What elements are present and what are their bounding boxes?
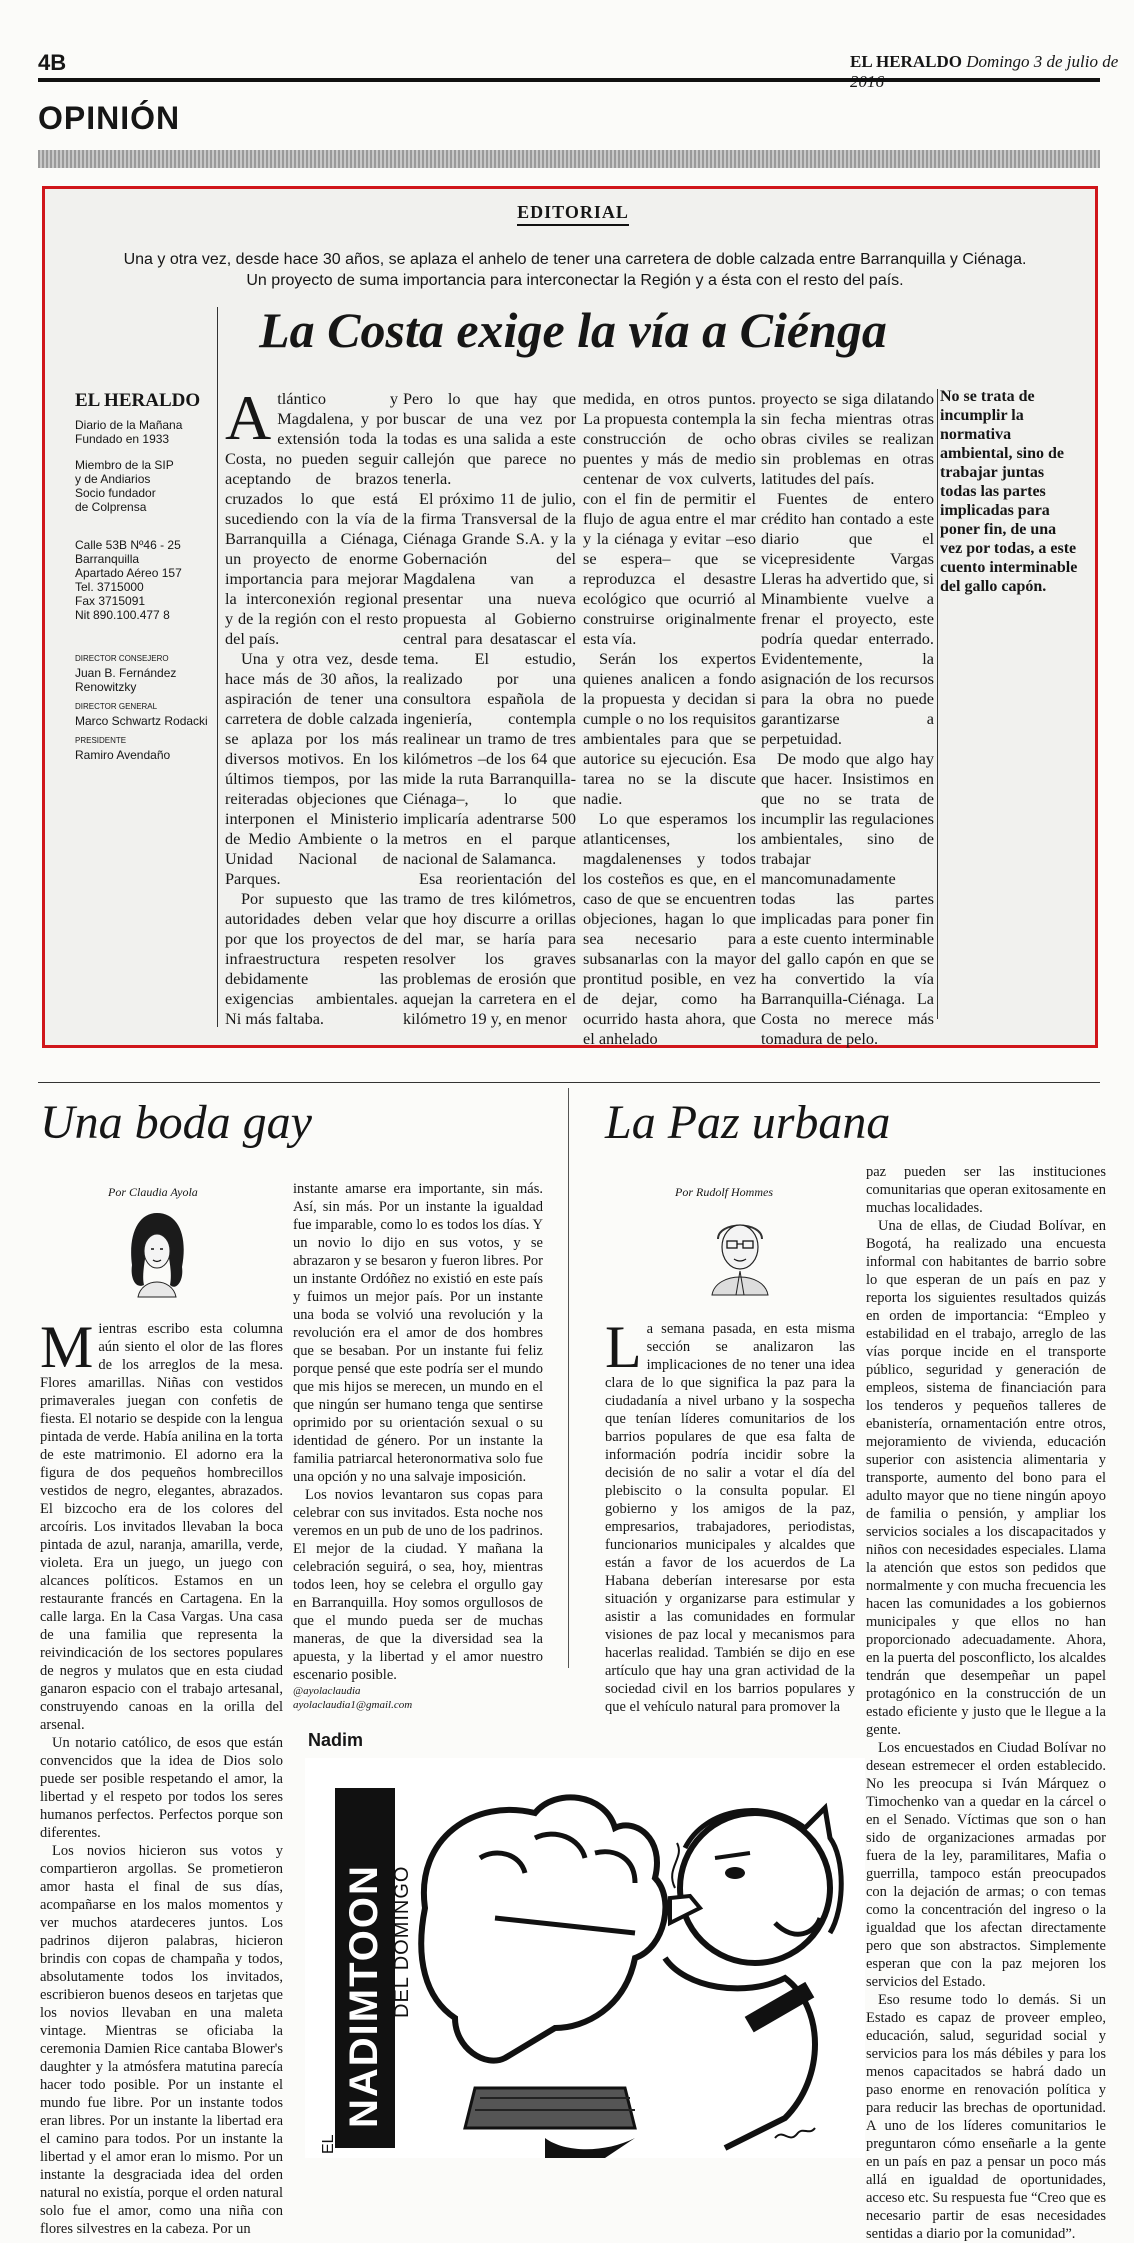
paragraph: Los novios hicieron sus votos y compartieron argollas. Se prometieron amor hasta el final de sus días, acompañarse en los malos momentos y ver muchos atardeceres juntos. Los padrinos dijeron palabras, hicieron brindis con copas de champaña y todos, absolutamente todos los invitados, escribieron buenos deseos en tarjetas que los novios llevaban en una maleta vintage. Mientras se oficiaba la ceremonia Damien Rice cantaba Blower's daughter y la atmósfera matutina parecía hacer todo posible. Por un instante el mundo fue libre. Por un instante todos eran libres. Por un instante la libertad era el camino para todos. Por un instante la libertad y el amor eran lo mismo. Por un instante la desgraciada idea del orden natural no existía, porque el orden natural solo fue el amor, como una niña con flores silvestres en la cabeza. Por un [40,1843,283,2237]
paragraph: Un notario católico, de esos que están convencidos que la idea de Dios solo puede ser posible respetando el amor, la libertad y el respeto por todos los seres humanos perfectos. Perfectos porque son diferentes. [40,1735,283,1841]
paragraph: paz pueden ser las instituciones comunitarias que operan exitosamente en muchas localidades. [866,1164,1106,1216]
masthead-brand: EL HERALDO [75,390,201,411]
cartoon-label: Nadim [308,1730,364,1750]
dropcap: L [605,1314,642,1380]
paragraph: ientras escribo esta columna aún siento el olor de las flores de los arreglos de la mesa. Flores amarillas. Niñas con vestidos primaverales juegan con confetis de fiesta. El notario se despide con la lengua pintada de verde. Había anilina en la torta de este matrimonio. El adorno era la figura de dos pequeños hombrecillos vestidos de negro, elegantes, abrazados. El bizcocho era de los colores del arcoíris. Los invitados llevaban la boca pintada de azul, naranja, amarilla, verde, violeta. Era un juego, un juego con alcances políticos. Estamos en un restaurante francés en Cartagena. En la calle larga. En la Casa Vargas. Una casa de una familia que representa la reivindicación de los sectores populares de negros y mulatos que en esta ciudad ganaron espacio con el trabajo artesanal, construyendo canoas en la orilla del arsenal. [40,1321,283,1733]
masthead-name: Ramiro Avendaño [75,748,171,762]
paragraph: Una de ellas, de Ciudad Bolívar, en Bogotá, ha realizado una encuesta informal con habitantes de barrio sobre lo que esperan de un país en paz y reporta los siguientes resultados quizás en orden de importancia: “Empleo y estabilidad en el trabajo, arreglo de las vías porque incide en el transporte público, seguridad y generación de empleos, sistema de financiación para los tenderos y pequeños talleres de ebanistería, ornamentación entre otros, mejoramiento de vivienda, educación superior con asistencia alimentaria y transporte, aumento del bono para el adulto mayor que no tiene ningún apoyo de familia o pensión, y ampliar los servicios sociales a los discapacitados y niños con necesidades especiales. Llama la atención que estos son pedidos que normalmente y con mucha frecuencia les hacen las comunidades a los gobiernos municipales y que ellos no han proporcionado adecuadamente. Ahora, en la puerta del posconflicto, los alcaldes tendrán que desempeñar un papel protagónico en la construcción de un estado eficiente y justo que le llegue a la gente. [866,1218,1106,1738]
paragraph: Por supuesto que las autoridades deben velar por que los proyectos de infraestructura respeten debidamente las exigencias ambientales. Ni más faltaba. [225,889,398,1028]
paper-name: EL HERALDO [850,52,962,71]
editorial-label: EDITORIAL [45,202,1101,223]
header-rule [38,78,1100,82]
paragraph: Lo que esperamos los atlanticenses, los magdalenenses y todos los costeños es que, en el caso de que se encuentren objeciones, hagan lo que sea necesario para subsanarlas con la mayor prontitud posible, en vez de dejar, como ha ocurrido hasta ahora, que el anhelado [583,809,756,1048]
editorial-column-1 [225,382,398,1029]
paragraph: Serán los expertos quienes analicen a fondo la propuesta y decidan si cumple o no los requisitos ambientales para que se autorice su ejecución. Esa tarea no se la discute nadie. [583,649,756,808]
paragraph: Esa reorientación del tramo de tres kilómetros, que hoy discurre a orillas del mar, se haría para resolver los graves problemas de erosión que aquejan la carretera en el kilómetro 19 y, en menor [403,869,576,1028]
editorial-column-3 [583,389,756,1049]
author-twitter: @ayolaclaudia [293,1685,361,1697]
cartoon-illustration [305,1758,865,2158]
masthead-role: DIRECTOR CONSEJERO [75,654,169,663]
editorial-column-4 [761,389,934,1049]
paragraph: proyecto se siga dilatando sin fecha mientras otras obras civiles se realizan sin problemas en otras latitudes del país. [761,389,934,488]
byline: Por Rudolf Hommes [675,1185,773,1199]
masthead-role: DIRECTOR GENERAL [75,702,158,711]
paragraph: medida, en otros puntos. La propuesta contempla la construcción de ocho puentes y más de medio centenar de vox culverts, con el fin de permitir el flujo de agua entre el mar y la ciénaga y evitar –eso se espera– que se reproduzca el desastre ecológico que ocurrió al construirse originalmente esta vía. [583,389,756,648]
masthead-memberships: Miembro de la SIP y de Andiarios Socio fundador de Colprensa [75,458,174,514]
masthead-name: Marco Schwartz Rodacki [75,714,208,728]
cartoon-brand-prefix: EL [320,2134,337,2154]
article-column [293,1180,543,1712]
masthead-name: Juan B. Fernández Renowitzky [75,666,177,694]
paragraph: Una y otra vez, desde hace más de 30 años, la aspiración de tener una carretera de doble calzada se aplaza por los más diversos motivos. En los últimos tiempos, por las reiteradas objeciones que interponen el Ministerio de Medio Ambiente o la Unidad Nacional de Parques. [225,649,398,888]
author-portrait [118,1205,196,1297]
article-column [40,1314,283,2238]
paragraph: El próximo 11 de julio, la firma Transversal de la Ciénaga Grande S.A. y la Gobernación del Magdalena van a presentar una nueva propuesta al Gobierno central para desatascar el tema. El estudio, realizado por una consultora española de ingeniería, contempla realinear un tramo de tres kilómetros –de los 64 que mide la ruta Barranquilla-Ciénaga–, lo que implicaría adentrarse 500 metros en el parque nacional de Salamanca. [403,489,576,868]
paragraph: De modo que algo hay que hacer. Insistimos en que no se trata de incumplir las regulaciones ambientales, sino de trabajar mancomunadamente todas las partes implicadas para poner fin a este cuento interminable del gallo capón en que se ha convertido la vía Barranquilla-Ciénaga. La Costa no merece más tomadura de pelo. [761,749,934,1048]
dropcap: M [40,1314,94,1380]
paragraph: Pero lo que hay que buscar de una vez por todas es una salida a este callejón que parece no tenerla. [403,389,576,488]
author-email: ayolaclaudia1@gmail.com [293,1699,413,1711]
section-band [38,150,1100,168]
section-title: OPINIÓN [38,100,181,136]
editorial-box [42,186,1098,1048]
article-title: La Paz urbana [605,1096,891,1149]
issue-date: Domingo 3 de julio de [966,52,1119,71]
paragraph: Los novios levantaron sus copas para celebrar con sus invitados. Esta noche nos veremos en un pub de uno de los padrinos. El mejor de la ciudad. Y mañana la celebración seguirá, o sea, hoy, mientras todos leen, hoy se celebra el orgullo gay en Barranquilla. Hoy somos orgullosos de que el mundo pueda ser de muchas maneras, de que la diversidad sea la apuesta, y la libertad y el amor nuestro escenario posible. [293,1487,543,1683]
masthead-role: PRESIDENTE [75,736,127,745]
section-divider [38,1082,1100,1083]
article-column [605,1314,855,1716]
pull-quote: No se trata de incumplir la normativa ambiental, sino de trabajar juntas todas las partes implicadas para poner fin, de una vez por todas, a este cuento interminable del gallo capón. [940,388,1078,595]
page-number: 4B [38,50,67,75]
paragraph: tlántico y Magdalena, y por extensión toda la Costa, no pueden seguir aceptando de brazos cruzados lo que está sucediendo con la vía de Barranquilla a Ciénaga, un proyecto de enorme importancia para mejorar la interconexión regional y de la región con el resto del país. [225,389,398,648]
masthead-address: Calle 53B Nº46 - 25 Barranquilla Apartado Aéreo 157 Tel. 3715000 Fax 3715091 Nit 890.100.477 8 [75,538,182,622]
paragraph: a semana pasada, en esta misma sección se analizaron las implicaciones de no tener una idea clara de lo que significa la paz para la ciudadanía a nivel urbano y la sospecha que tenían líderes comunitarios de los barrios populares de que esa falta de información podría incidir sobre la decisión de no salir a votar el día del plebiscito o la consulta popular. El gobierno y los amigos de la paz, empresarios, trabajadores, periodistas, funcionarios municipales y alcaldes que están a favor de los acuerdos de La Habana deberían interesarse por esta situación y organizarse para estimular y asistir a las comunidades en formular visiones de paz local y mecanismos para hacerlas realidad. También se dijo en ese artículo que hay una gran actividad de la sociedad civil en los barrios populares y que el vehículo natural para promover la [605,1321,855,1715]
cartoon-brand-sub: DEL DOMINGO [391,1865,413,2018]
editorial-title: La Costa exige la vía a Ciénga [259,302,887,358]
paper-dateline [850,52,1134,92]
column-divider [937,389,938,1019]
cartoon-brand: NADIMTOON [342,1864,386,2128]
column-divider [568,1088,569,1668]
paragraph: Eso resume todo lo demás. Si un Estado es capaz de proveer empleo, educación, salud, seguridad social y servicios para los más débiles y para los menos capacitados se habrá dado un paso enorme en renovación política y para reducir las brechas de oportunidad. A uno de los líderes comunitarios le preguntaron cómo enseñarle a la gente en un país en paz a pensar un poco más allá en igualdad de oportunidades, acceso etc. Su respuesta fue “Creo que es necesario partir de esas necesidades sentidas a diario por la comunidad”. [866,1992,1106,2242]
author-portrait [698,1205,782,1295]
dropcap: A [225,382,272,453]
masthead-founded: Diario de la Mañana Fundado en 1933 [75,418,183,446]
paragraph: instante amarse era importante, sin más. Así, sin más. Por un instante la igualdad fue imparable, como lo es todos los días. Y un novio lo dijo en sus votos, y se abrazaron y se besaron y fueron libres. Por un instante Ordóñez no existió en este país y fuimos un mejor país. Por un instante una boda se volvió una revolución y la revolución era el amor de dos hombres que se besaban. Por un instante fui feliz porque pensé que este podría ser el mundo que mis hijos se merecen, un mundo en el que ningún ser humano tenga que sentirse oprimido por su orientación sexual o su identidad de género. Por un instante la familia patriarcal heteronormativa solo fue una opción y no una salvaje imposición. [293,1181,543,1485]
article-title: Una boda gay [40,1096,312,1149]
article-column [866,1163,1106,2243]
editorial-deck: Una y otra vez, desde hace 30 años, se aplaza el anhelo de tener una carretera de doble calzada entre Barranquilla y Ciénaga. Un proyecto de suma importancia para interconectar la Región y a ésta con el resto del país. [123,251,1027,289]
masthead [75,390,235,762]
editorial-column-2 [403,389,576,1029]
paragraph: Los encuestados en Ciudad Bolívar no desean estremecer el orden establecido. No les preocupa si Iván Márquez o Timochenko van a quedar en la cárcel o en el Senado. Víctimas que son o han sido de organizaciones armadas por fuera de la ley, paramilitares, Mafia o guerrilla, tampoco están preocupados con la dejación de armas; o con temas como la concentración del ingreso o la igualdad que los afectan directamente pero que son abstractos. Simplemente esperan que con la paz mejoren los servicios del Estado. [866,1740,1106,1990]
paragraph: Fuentes de entero crédito han contado a este diario que el vicepresidente Vargas Lleras ha advertido que, si Minambiente vuelve a frenar el proyecto, este podría quedar enterrado. Evidentemente, la asignación de los recursos para la obra no puede garantizarse a perpetuidad. [761,489,934,748]
byline: Por Claudia Ayola [108,1185,198,1199]
